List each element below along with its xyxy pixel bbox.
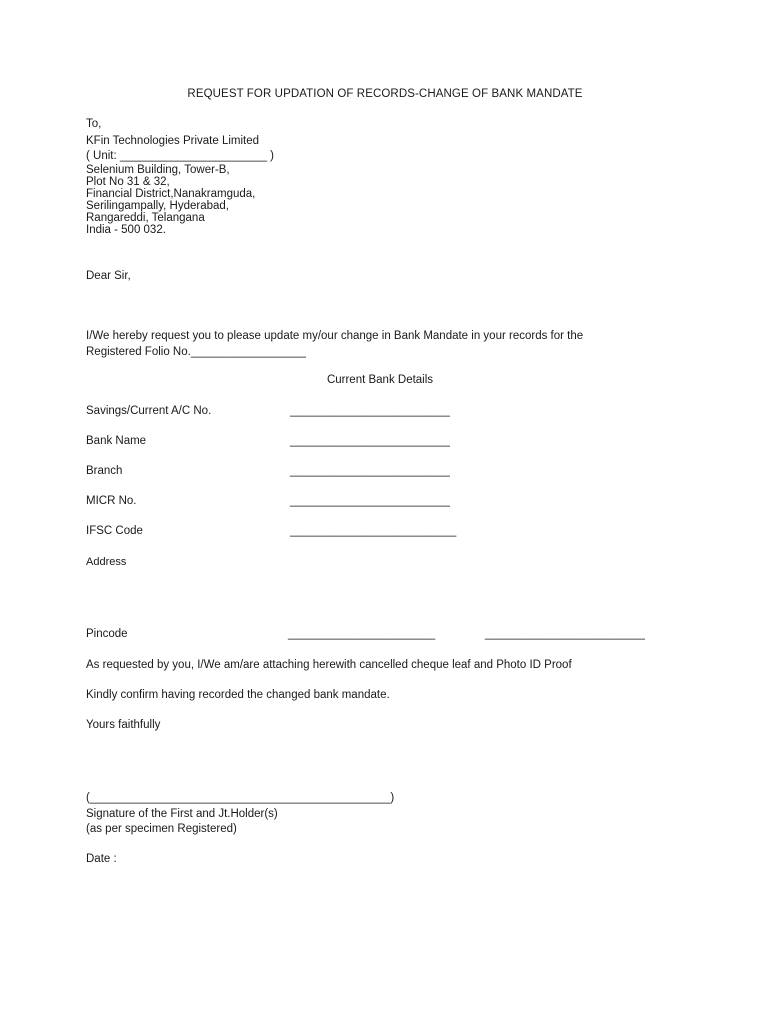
- address-line-building: Selenium Building, Tower-B,: [86, 164, 230, 176]
- attach-line: As requested by you, I/We am/are attaching herewith cancelled cheque leaf and Photo ID Proof: [86, 659, 572, 671]
- address-line-city: Serilingampally, Hyderabad,: [86, 200, 229, 212]
- bank-name-blank: _________________________: [290, 435, 450, 447]
- pincode-label: Pincode: [86, 628, 128, 640]
- address-line-plot: Plot No 31 & 32,: [86, 176, 170, 188]
- ifsc-label: IFSC Code: [86, 525, 143, 537]
- address-line-country: India - 500 032.: [86, 224, 166, 236]
- address-label: Address: [86, 556, 127, 568]
- ifsc-blank: __________________________: [290, 525, 457, 537]
- closing: Yours faithfully: [86, 719, 161, 731]
- confirm-line: Kindly confirm having recorded the changed bank mandate.: [86, 689, 390, 701]
- branch-label: Branch: [86, 465, 123, 477]
- address-line-district: Financial District,Nanakramguda,: [86, 188, 256, 200]
- request-line-1: I/We hereby request you to please update my/our change in Bank Mandate in your records for the: [86, 330, 584, 342]
- address-line-company: KFin Technologies Private Limited: [86, 135, 260, 147]
- address-line-state: Rangareddi, Telangana: [86, 212, 205, 224]
- salutation-to: To,: [86, 118, 102, 130]
- current-bank-heading: Current Bank Details: [326, 374, 434, 386]
- date-label: Date :: [86, 853, 117, 865]
- bank-name-label: Bank Name: [86, 435, 147, 447]
- account-number-label: Savings/Current A/C No.: [86, 405, 212, 417]
- address-line-unit: ( Unit: _______________________ ): [86, 150, 274, 162]
- greeting: Dear Sir,: [86, 270, 131, 282]
- micr-blank: _________________________: [290, 495, 450, 507]
- signature-blank: (_______________________________________________): [86, 792, 395, 804]
- branch-blank: _________________________: [290, 465, 450, 477]
- account-number-blank: _________________________: [290, 405, 450, 417]
- micr-label: MICR No.: [86, 495, 137, 507]
- signature-note: (as per specimen Registered): [86, 823, 237, 835]
- document-title: REQUEST FOR UPDATION OF RECORDS-CHANGE OF BANK MANDATE: [187, 88, 583, 100]
- pincode-blank-secondary: _________________________: [485, 628, 645, 640]
- request-line-folio: Registered Folio No.__________________: [86, 346, 306, 358]
- signature-label: Signature of the First and Jt.Holder(s): [86, 808, 278, 820]
- pincode-blank: _______________________: [288, 628, 436, 640]
